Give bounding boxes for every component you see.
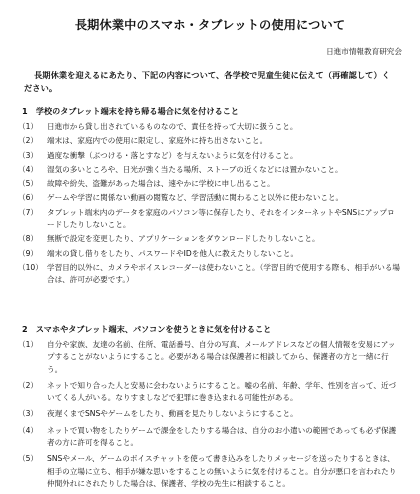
item-text: SNSやメール、ゲームのボイスチャットを使って書き込みをしたりメッセージを送ったりするときは、相手の立場に立ち、相手が嫌な思いをすることの無いように気を付けること。自分が悪口を言われたり仲間外れにされたりした場合は、保護者、学校の先生に相談すること。 [47,454,397,488]
list-item [18,408,402,420]
item-text: 自分や家族、友達の名前、住所、電話番号、自分の写真、メールアドレスなどの個人情報を安易にアップすることがないようにすること。必要がある場合は保護者に相談してから、保護者の方と一緒に行う。 [47,340,396,374]
item-number: （4） [18,164,39,174]
item-text: 湿気の多いところや、日光が強く当たる場所、ストーブの近くなどには置かないこと。 [47,164,343,174]
item-number: （8） [18,234,39,244]
section-2-heading: 2 スマホやタブレット端末、パソコンを使うときに気を付けること [22,324,272,334]
item-number: （2） [18,136,39,146]
intro-paragraph: 長期休業を迎えるにあたり、下記の内容について、各学校で児童生徒に伝えて（再確認して）ください。 [24,70,391,93]
item-text: ゲームや学習に関係ない動画の閲覧など、学習活動に関わること以外に使わないこと。 [47,193,344,203]
item-text: ネットで知り合った人と安易に会わないようにすること。嘘の名前、年齢、学年、性別を言って、近づいてくる人がいる。なりすましなどで犯罪に巻き込まれる可能性がある。 [47,380,397,403]
section-2-list [18,339,402,494]
item-text: 端末の貸し借りをしたり、パスワードやIDを他人に教えたりしないこと。 [47,248,299,258]
item-text: 夜遅くまでSNSやゲームをしたり、動画を見たりしないようにすること。 [47,409,298,419]
list-item [18,135,402,147]
item-number: （10） [18,262,43,272]
list-item [18,192,402,204]
list-item [18,121,402,133]
list-item [18,453,402,490]
list-item [18,178,402,190]
item-number: （3） [18,409,39,419]
item-text: ネットで買い物をしたりゲームで課金をしたりする場合は、自分のお小遣いの範囲であっても必ず保護者の方に許可を得ること。 [47,425,397,448]
list-item [18,425,402,450]
item-text: 端末は、家庭内での使用に限定し、家庭外に持ち出さないこと。 [47,136,268,146]
list-item [18,339,402,376]
item-text: 故障や紛失、盗難があった場合は、速やかに学校に申し出ること。 [47,179,275,189]
list-item [18,207,402,232]
list-item [18,248,402,260]
item-number: （9） [18,248,39,258]
item-number: （3） [18,150,39,160]
list-item [18,380,402,405]
section-1-list [18,121,402,289]
item-number: （2） [18,380,39,390]
item-text: 日進市から貸し出されているものなので、責任を持って大切に扱うこと。 [47,122,298,131]
item-text: 学習目的以外に、カメラやボイスレコーダーは使わないこと。（学習目的で使用する際も、相手がいる場合は、許可が必要です。） [47,262,401,285]
list-item [18,150,402,162]
item-text: タブレット端末内のデータを家庭のパソコン等に保存したり、それをインターネットやSNSにアップロードしたりしないこと。 [47,207,395,230]
item-number: （4） [18,425,39,435]
item-text: 過度な衝撃（ぶつける・落とすなど）を与えないように気を付けること。 [47,150,298,160]
list-item [18,262,402,287]
item-number: （5） [18,454,39,464]
item-text: 無断で設定を変更したり、アプリケーションをダウンロードしたりしないこと。 [47,234,320,244]
item-number: （7） [18,207,39,217]
item-number: （1） [18,340,39,349]
list-item [18,233,402,245]
section-1-heading: 1 学校のタブレット端末を持ち帰る場合に気を付けること [22,106,240,116]
item-number: （1） [18,122,39,131]
item-number: （6） [18,193,39,203]
organization-name: 日進市情報教育研究会 [326,47,402,56]
list-item [18,164,402,176]
document-title: 長期休業中のスマホ・タブレットの使用について [74,18,346,32]
item-number: （5） [18,179,39,189]
